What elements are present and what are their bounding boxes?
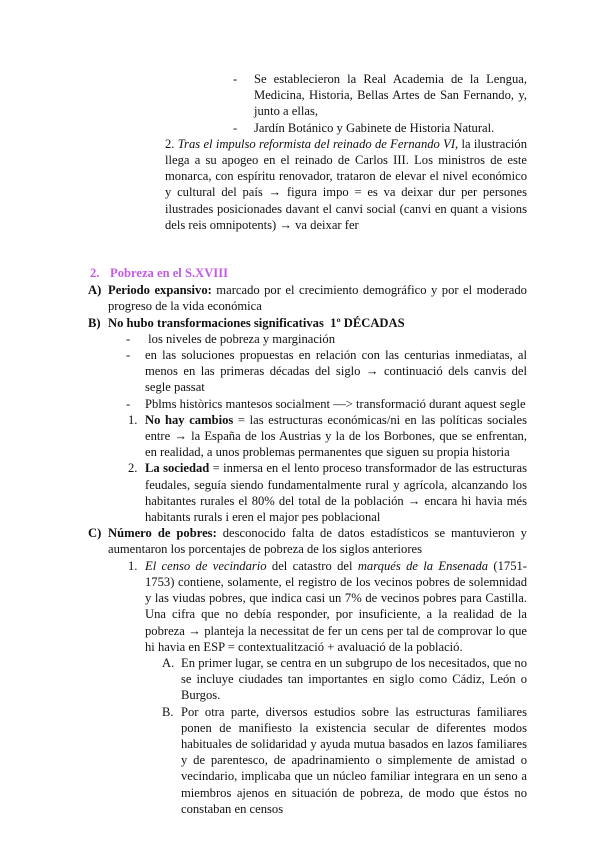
list-item: - Jardín Botánico y Gabinete de Historia Natural. (233, 120, 495, 135)
item-b: B) No hubo transformaciones significativas 1º DÉCADAS (88, 315, 405, 330)
list-item: - los niveles de pobreza y marginación (126, 331, 336, 346)
paragraph-2: 2. Tras el impulso reformista del reinado de Fernando VI, la ilustración llega a su apogeo en el reinado de Carlos III. Los ministros de este monarca, con espíritu renovador, trataron de elevar el nivel económico y cultural del país → figura impo = es va deixar dur per persones ilustrades posicionades davant el canvi social (canvi en quant a visions dels reis omnipotents) → va deixar fer (165, 136, 528, 232)
list-item: 1. El censo de vecindario del catastro del marqués de la Ensenada (1751-1753) contiene, solamente, el registro de los vecinos pobres de solemnidad y las viudas pobres, que indica casi un 7% de vecinos pobres para Castilla. Una cifra que no debía responder, por insuficiente, a la realidad de la pobreza → planteja la necessitat de fer un cens per tal de comprovar lo que hi havia en ESP = contextualització + avaluació de la població. (128, 558, 527, 654)
item-c: C) Número de pobres: desconocido falta de datos estadísticos se mantuvieron y aumentaron los porcentajes de pobreza de los siglos anteriores (88, 526, 527, 557)
list-item: 2. La sociedad = inmersa en el lento proceso transformador de las estructuras feudales, seguía siendo fundamentalmente rural y agrícola, alcanzando los habitantes rurales el 80% del total de la población → encara hi havia més habitants rurals i eren el major pes poblacional (128, 461, 527, 525)
list-item: - Pblms històrics mantesos socialment —> transformació durant aquest segle (126, 396, 526, 411)
list-item: B. Por otra parte, diversos estudios sobre las estructuras familiares ponen de manifiesto la existencia secular de diferentes modos habituales de solidaridad y ayuda mutua basados en lazos familiares y de parentesco, de apadrinamiento o simplemente de amistad o vecindario, implicaba que un núcleo familiar integrara en un seno a miembros ajenos en situación de pobreza, de modo que éstos no constaban en censos (162, 704, 527, 816)
list-item: - en las soluciones propuestas en relación con las centurias inmediatas, al menos en las primeras décadas del siglo → continuació dels canvis del segle passat (126, 348, 527, 395)
section-heading: 2. Pobreza en el S.XVIII (90, 266, 229, 281)
list-item: A. En primer lugar, se centra en un subgrupo de los necesitados, que no se incluye ciudades tan importantes en siglo como Cádiz, León o Burgos. (162, 655, 527, 703)
list-item: 1. No hay cambios = las estructuras económicas/ni en las políticas sociales entre → la España de los Austrias y la de los Borbones, que se enfrentan, en realidad, a unos problemas permanentes que siguen su propia historia (128, 412, 527, 460)
item-a: A) Periodo expansivo: marcado por el crecimiento demográfico y por el moderado progreso de la vida económica (88, 283, 527, 314)
list-item: - Se establecieron la Real Academia de la Lengua, Medicina, Historia, Bellas Artes de San Fernando, y, junto a ellas, (233, 72, 527, 119)
